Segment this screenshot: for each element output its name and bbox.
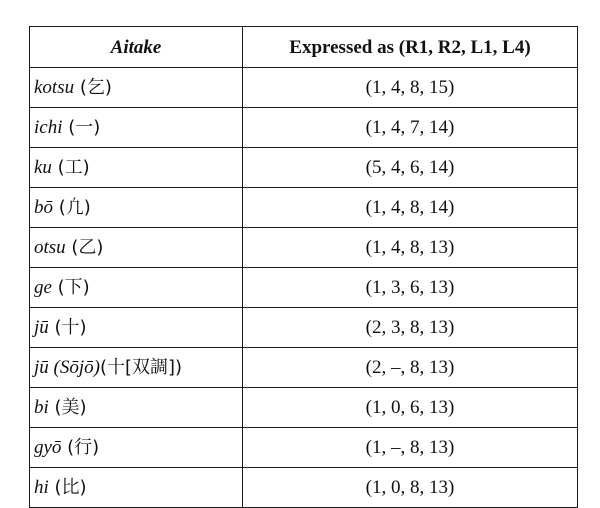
header-row (30, 27, 578, 68)
kanji-name: (比) (48, 477, 87, 498)
aitake-name-cell (30, 68, 243, 108)
table-row (30, 268, 578, 308)
aitake-name-cell (30, 428, 243, 468)
table-row (30, 468, 578, 508)
table-row (30, 228, 578, 268)
kanji-name: (十) (48, 317, 87, 338)
kanji-name: (凢) (53, 197, 91, 218)
romaji-name: bi (34, 397, 49, 418)
header-aitake: Aitake (30, 27, 243, 68)
romaji-name: jū (34, 317, 49, 338)
kanji-name: (十[双調]) (99, 357, 183, 378)
aitake-name-cell (30, 308, 243, 348)
aitake-name-cell (30, 148, 243, 188)
aitake-name-cell (30, 108, 243, 148)
kanji-name: (乞) (74, 77, 112, 98)
aitake-name-cell (30, 268, 243, 308)
romaji-name: ge (34, 277, 52, 298)
expression-cell: (1, 4, 8, 13) (243, 228, 578, 268)
aitake-name-cell (30, 468, 243, 508)
aitake-name-cell (30, 348, 243, 388)
expression-cell: (1, 3, 6, 13) (243, 268, 578, 308)
table-row (30, 108, 578, 148)
expression-cell: (1, 0, 8, 13) (243, 468, 578, 508)
romaji-name: hi (34, 477, 49, 498)
aitake-name-cell (30, 388, 243, 428)
table-row (30, 428, 578, 468)
expression-cell: (2, 3, 8, 13) (243, 308, 578, 348)
aitake-name-cell (30, 228, 243, 268)
table-row (30, 388, 578, 428)
expression-cell: (1, –, 8, 13) (243, 428, 578, 468)
romaji-name: bō (34, 197, 53, 218)
table-row (30, 68, 578, 108)
kanji-name: (下) (51, 277, 90, 298)
kanji-name: (乙) (65, 237, 104, 258)
kanji-name: (行) (61, 437, 100, 458)
expression-cell: (1, 0, 6, 13) (243, 388, 578, 428)
aitake-table (29, 26, 578, 508)
romaji-name: gyō (34, 437, 62, 458)
table-row (30, 188, 578, 228)
table-row (30, 348, 578, 388)
expression-cell: (1, 4, 8, 15) (243, 68, 578, 108)
expression-cell: (5, 4, 6, 14) (243, 148, 578, 188)
expression-cell: (1, 4, 8, 14) (243, 188, 578, 228)
expression-cell: (2, –, 8, 13) (243, 348, 578, 388)
table-row (30, 308, 578, 348)
romaji-name: jū (Sōjō) (34, 357, 100, 378)
expression-cell: (1, 4, 7, 14) (243, 108, 578, 148)
romaji-name: kotsu (34, 77, 75, 98)
kanji-name: (工) (51, 157, 90, 178)
header-expressed-as: Expressed as (R1, R2, L1, L4) (243, 27, 578, 68)
romaji-name: otsu (34, 237, 66, 258)
aitake-name-cell (30, 188, 243, 228)
kanji-name: (一) (62, 117, 101, 138)
kanji-name: (美) (48, 397, 87, 418)
table-row (30, 148, 578, 188)
romaji-name: ichi (34, 117, 63, 138)
table-body (30, 68, 578, 508)
romaji-name: ku (34, 157, 52, 178)
